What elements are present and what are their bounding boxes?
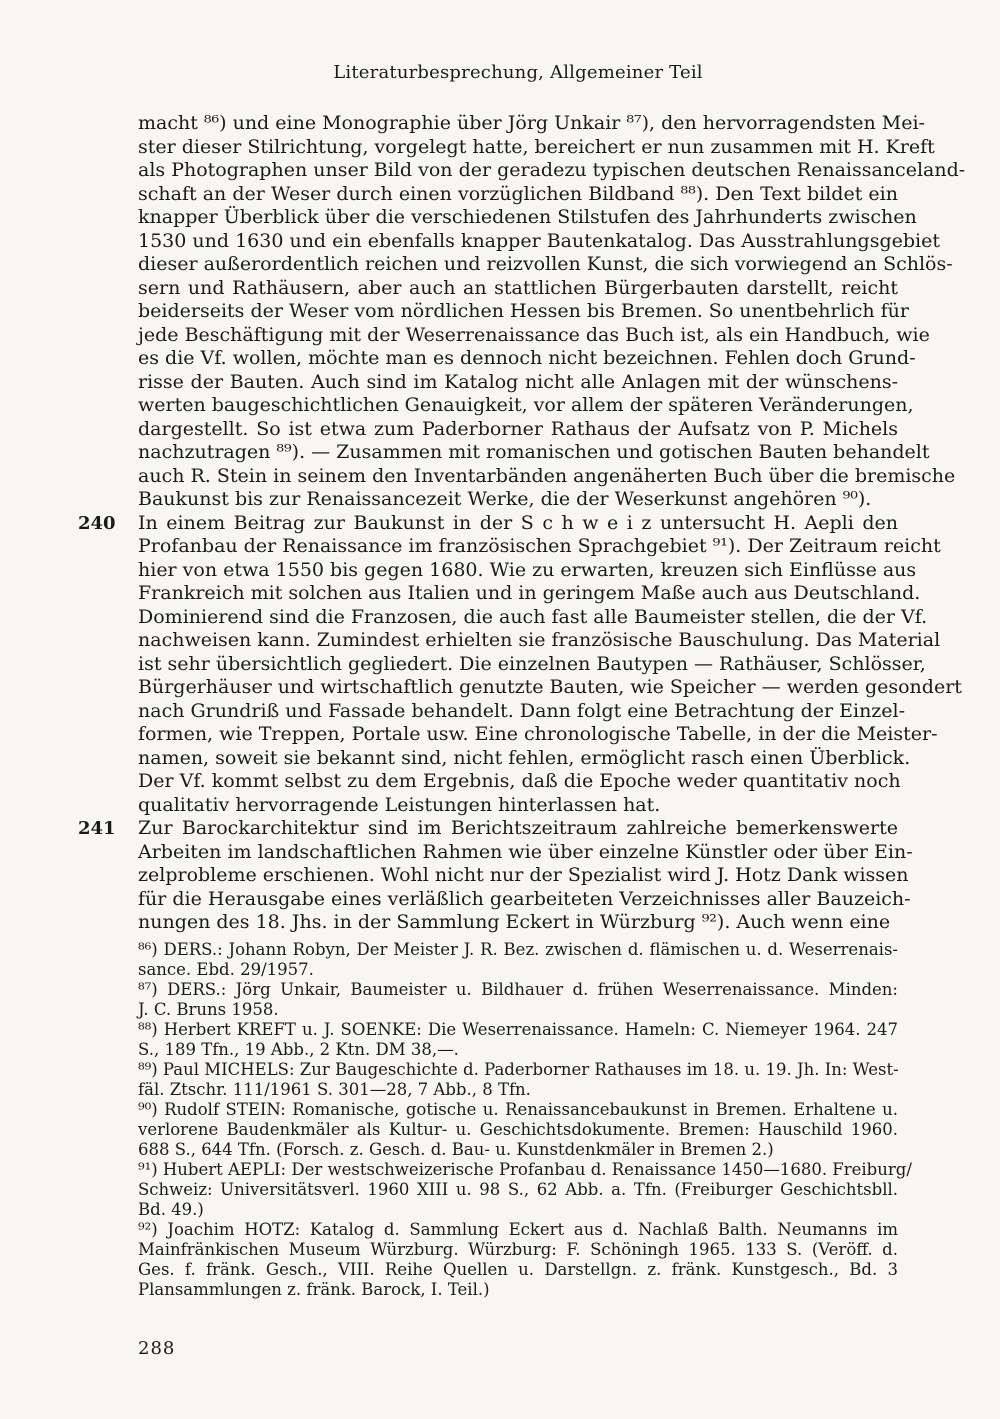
text-line: macht ⁸⁶) und eine Monographie über Jörg Unkair ⁸⁷), den hervorragendsten Mei-: [138, 112, 925, 134]
text-line: als Photographen unser Bild von der geradezu typischen deutschen Renaissanceland-: [138, 159, 966, 181]
footnote: [138, 1100, 898, 1160]
text-line: Baukunst bis zur Renaissancezeit Werke, die der Weserkunst angehören ⁹⁰).: [138, 488, 872, 510]
text-line: für die Herausgabe eines verläßlich gearbeiteten Verzeichnisses aller Bauzeich-: [138, 887, 911, 910]
footnote-line: Ges. f. fränk. Gesch., VIII. Reihe Quellen u. Darstellgn. z. fränk. Kunstgesch., Bd. 3: [138, 1260, 898, 1279]
text-line: beiderseits der Weser vom nördlichen Hessen bis Bremen. So unentbehrlich für: [138, 300, 910, 322]
footnote: [138, 1160, 912, 1220]
footnote-line: ⁸⁹) Paul MICHELS: Zur Baugeschichte d. Paderborner Rathauses im 18. u. 19. Jh. In: West-: [138, 1060, 899, 1079]
footnote: [138, 1220, 898, 1300]
text-line: hier von etwa 1550 bis gegen 1680. Wie zu erwarten, kreuzen sich Einflüsse aus: [138, 558, 917, 581]
text-line: formen, wie Treppen, Portale usw. Eine chronologische Tabelle, in der die Meister-: [138, 723, 938, 745]
text-line: nachweisen kann. Zumindest erhielten sie französische Bauschulung. Das Material: [138, 629, 941, 651]
text-line: risse der Bauten. Auch sind im Katalog nicht alle Anlagen mit der wünschens-: [138, 370, 898, 393]
text-line: dargestellt. So ist etwa zum Paderborner Rathaus der Aufsatz von P. Michels: [138, 417, 898, 440]
paragraph: [138, 112, 966, 512]
footnote-line: J. C. Bruns 1958.: [138, 1000, 279, 1019]
footnote-line: ⁹²) Joachim HOTZ: Katalog d. Sammlung Eckert aus d. Nachlaß Balth. Neumanns im: [138, 1220, 898, 1239]
text-line: nach Grundriß und Fassade behandelt. Dann folgt eine Betrachtung der Einzel-: [138, 699, 906, 722]
text-line: Profanbau der Renaissance im französischen Sprachgebiet ⁹¹). Der Zeitraum reicht: [138, 535, 941, 557]
footnote-line: Bd. 49.): [138, 1200, 204, 1219]
text-line: sern und Rathäusern, aber auch an stattlichen Bürgerbauten darstellt, reicht: [138, 276, 898, 299]
margin-number: 241: [78, 818, 116, 839]
text-line: dieser außerordentlich reichen und reizvollen Kunst, die sich vorwiegend an Schlös-: [138, 253, 953, 275]
text-line: namen, soweit sie bekannt sind, nicht fehlen, ermöglicht rasch einen Überblick.: [138, 746, 911, 769]
text-line: Bürgerhäuser und wirtschaftlich genutzte Bauten, wie Speicher — werden gesondert: [138, 676, 962, 698]
running-head: Literaturbesprechung, Allgemeiner Teil: [333, 62, 703, 83]
text-line: qualitativ hervorragende Leistungen hinterlassen hat.: [138, 793, 661, 816]
footnote-line: sance. Ebd. 29/1957.: [138, 960, 314, 979]
footnote-line: ⁹¹) Hubert AEPLI: Der westschweizerische Profanbau d. Renaissance 1450—1680. Freiburg/: [138, 1160, 912, 1179]
text-line: schaft an der Weser durch einen vorzüglichen Bildband ⁸⁸). Den Text bildet ein: [138, 182, 898, 205]
paragraph: [78, 817, 913, 935]
text-line: Frankreich mit solchen aus Italien und in geringem Maße auch aus Deutschland.: [138, 582, 921, 604]
text-line: nachzutragen ⁸⁹). — Zusammen mit romanischen und gotischen Bauten behandelt: [138, 441, 930, 463]
text-line: Zur Barockarchitektur sind im Berichtszeitraum zahlreiche bemerkenswerte: [138, 817, 898, 839]
footnote-line: ⁸⁷) DERS.: Jörg Unkair, Baumeister u. Bildhauer d. frühen Weserrenaissance. Minden:: [138, 980, 898, 999]
text-line: knapper Überblick über die verschiedenen Stilstufen des Jahrhunderts zwischen: [138, 206, 917, 228]
text-line: In einem Beitrag zur Baukunst in der S c h w e i z untersucht H. Aepli den: [138, 511, 898, 534]
text-line: Der Vf. kommt selbst zu dem Ergebnis, daß die Epoche weder quantitativ noch: [138, 770, 901, 792]
text-line: es die Vf. wollen, möchte man es dennoch nicht bezeichnen. Fehlen doch Grund-: [138, 347, 916, 369]
text-line: ist sehr übersichtlich gegliedert. Die einzelnen Bautypen — Rathäuser, Schlösser,: [138, 652, 926, 675]
text-line: Arbeiten im landschaftlichen Rahmen wie über einzelne Künstler oder über Ein-: [138, 840, 913, 863]
footnote-line: ⁸⁸) Herbert KREFT u. J. SOENKE: Die Weserrenaissance. Hameln: C. Niemeyer 1964. 247: [138, 1020, 898, 1039]
text-line: 1530 und 1630 und ein ebenfalls knapper Bautenkatalog. Das Ausstrahlungsgebiet: [138, 229, 940, 252]
footnote: [138, 1060, 898, 1100]
text-line: nungen des 18. Jhs. in der Sammlung Eckert in Würzburg ⁹²). Auch wenn eine: [138, 911, 891, 933]
footnote-line: fäl. Ztschr. 111/1961 S. 301—28, 7 Abb., 8 Tfn.: [138, 1080, 531, 1099]
text-line: werten baugeschichtlichen Genauigkeit, vor allem der späteren Veränderungen,: [138, 394, 914, 416]
text-line: Dominierend sind die Franzosen, die auch fast alle Baumeister stellen, die der Vf.: [138, 605, 928, 628]
footnote: [138, 940, 898, 980]
text-line: ster dieser Stilrichtung, vorgelegt hatte, bereichert er nun zusammen mit H. Kreft: [138, 135, 935, 158]
footnotes: [138, 940, 912, 1300]
body-text: [78, 112, 966, 935]
footnote-line: Mainfränkischen Museum Würzburg. Würzburg: F. Schöningh 1965. 133 S. (Veröff. d.: [138, 1240, 898, 1259]
footnote-line: ⁸⁶) DERS.: Johann Robyn, Der Meister J. R. Bez. zwischen d. flämischen u. d. Weserrenais-: [138, 940, 898, 959]
paragraph: [78, 511, 962, 818]
footnote-line: Schweiz: Universitätsverl. 1960 XIII u. 98 S., 62 Abb. a. Tfn. (Freiburger Geschichtsbll.: [138, 1180, 898, 1199]
footnote-line: S., 189 Tfn., 19 Abb., 2 Ktn. DM 38,—.: [138, 1040, 459, 1059]
footnote: [138, 980, 898, 1020]
footnote-line: Plansammlungen z. fränk. Barock, I. Teil.): [138, 1280, 490, 1299]
footnote-line: ⁹⁰) Rudolf STEIN: Romanische, gotische u. Renaissancebaukunst in Bremen. Erhaltene u.: [138, 1100, 898, 1119]
footnote-line: verlorene Baudenkmäler als Kultur- u. Geschichtsdokumente. Bremen: Hauschild 1960.: [138, 1120, 898, 1139]
footnote-line: 688 S., 644 Tfn. (Forsch. z. Gesch. d. Bau- u. Kunstdenkmäler in Bremen 2.): [138, 1140, 774, 1159]
margin-number: 240: [78, 512, 116, 534]
page-number: 288: [138, 1338, 176, 1359]
text-line: auch R. Stein in seinem den Inventarbänden angenäherten Buch über die bremische: [138, 464, 956, 487]
text-line: jede Beschäftigung mit der Weserrenaissance das Buch ist, als ein Handbuch, wie: [138, 323, 930, 346]
text-line: zelprobleme erschienen. Wohl nicht nur der Spezialist wird J. Hotz Dank wissen: [138, 864, 909, 886]
footnote: [138, 1020, 898, 1060]
